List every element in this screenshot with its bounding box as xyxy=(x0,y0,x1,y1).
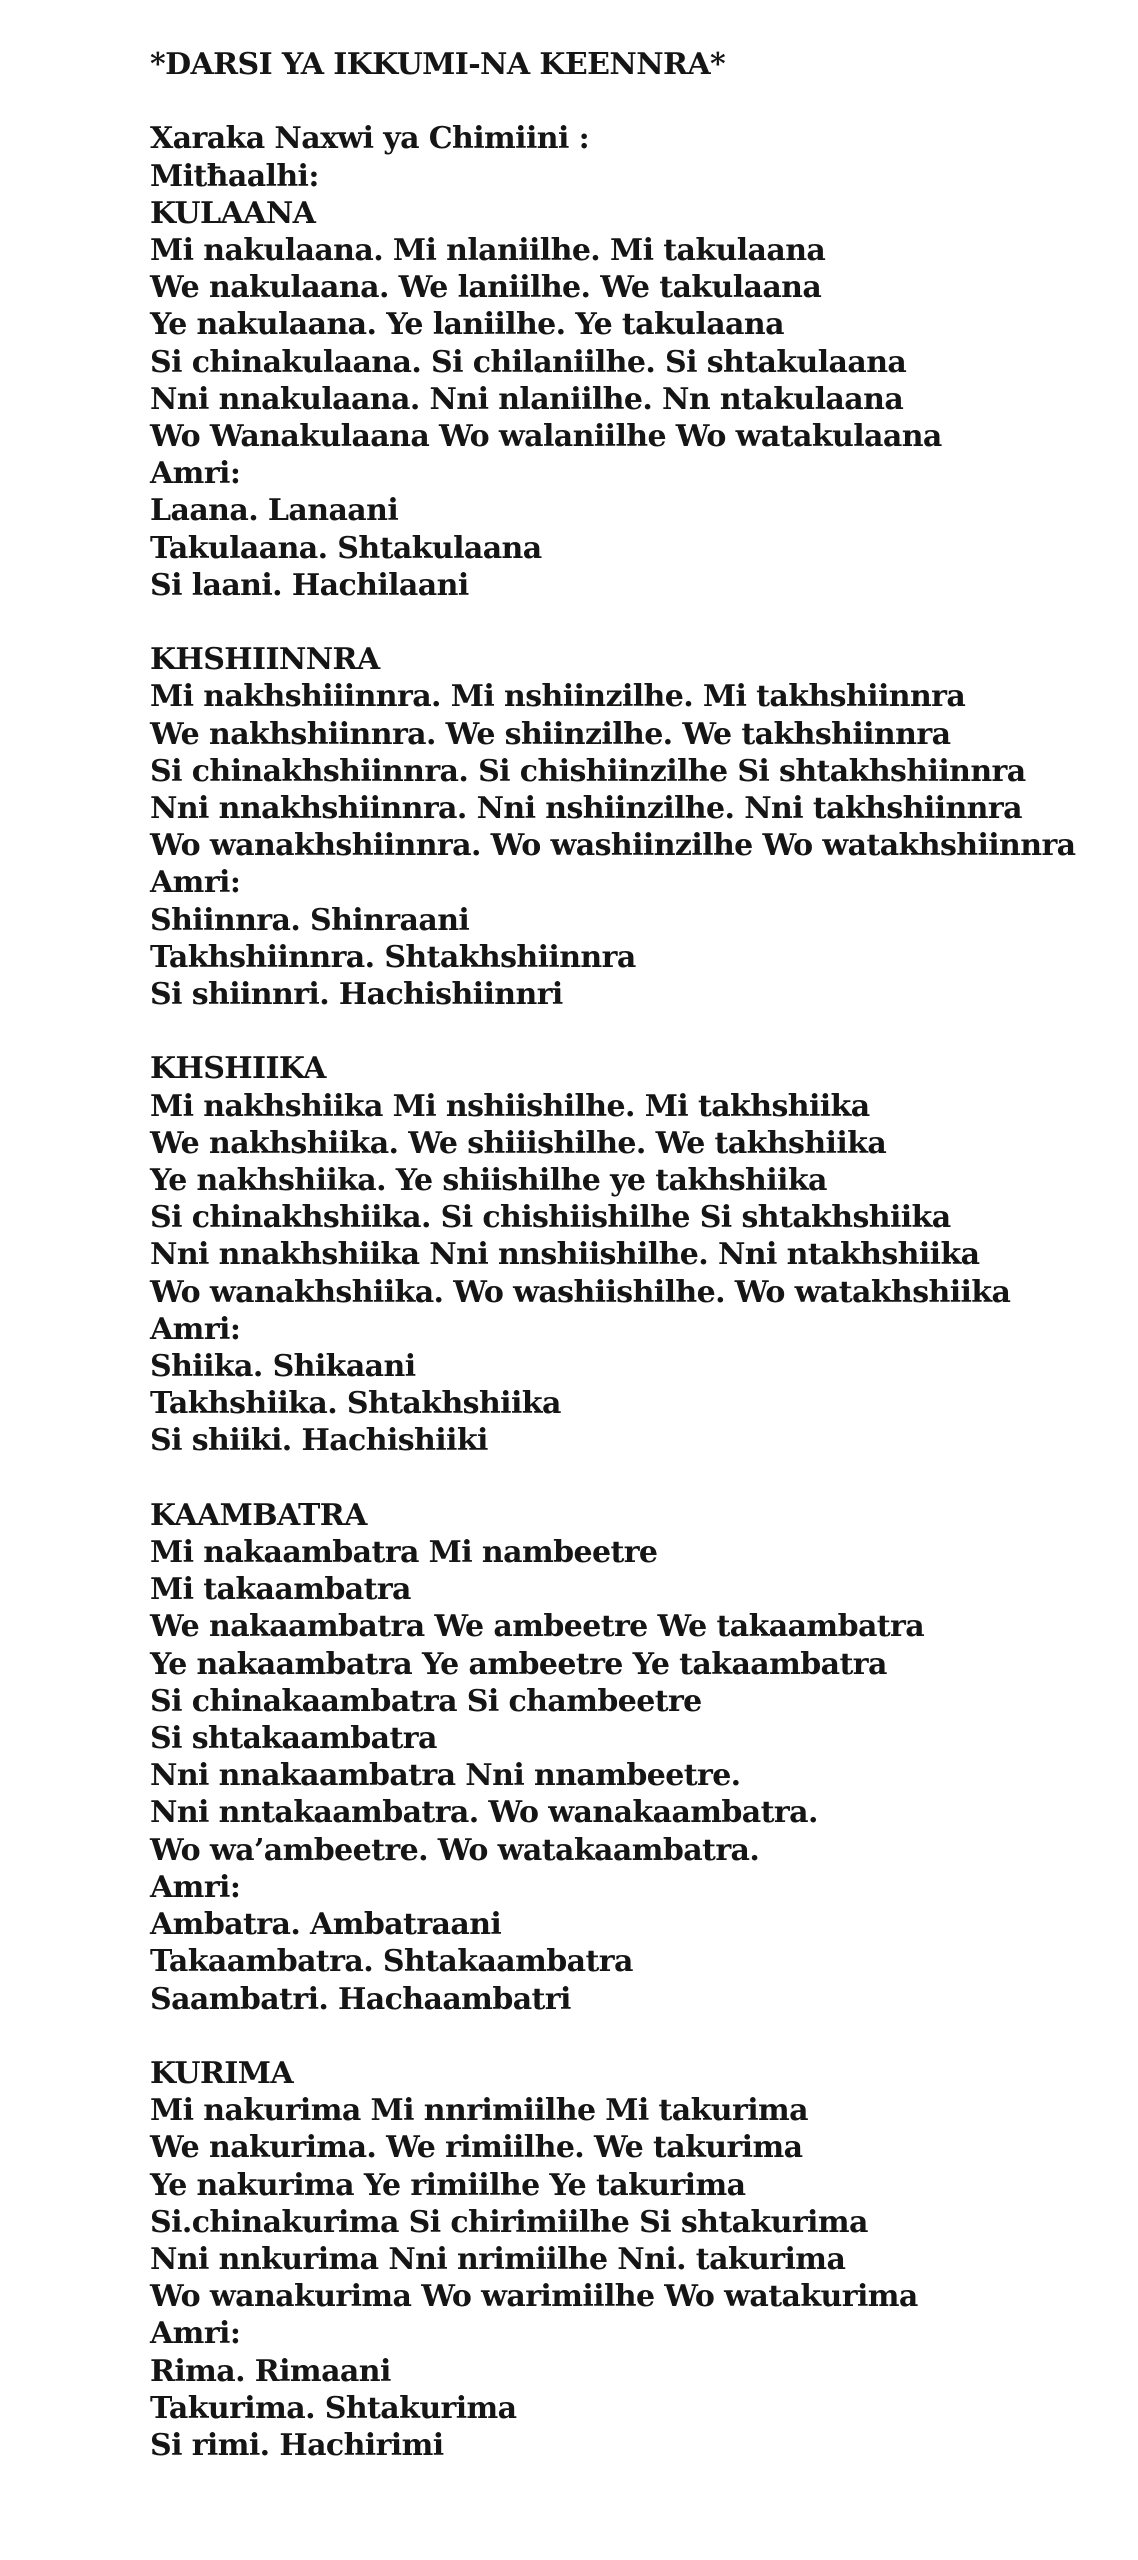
text-line: Laana. Lanaani xyxy=(150,493,399,529)
text-line: Si laani. Hachilaani xyxy=(150,567,469,603)
text-line: Wo wanakhshiinnra. Wo washiinzilhe Wo watakhshiinnra xyxy=(150,828,1076,864)
text-line: Mi nakurima Mi nnrimiilhe Mi takurima xyxy=(150,2093,809,2129)
text-line: Nni nnakhshiinnra. Nni nshiinzilhe. Nni takhshiinnra xyxy=(150,791,1022,827)
text-line: We nakulaana. We laniilhe. We takulaana xyxy=(150,270,822,306)
text-line: Ye nakurima Ye rimiilhe Ye takurima xyxy=(150,2167,746,2203)
text-line: Si chinakhshiika. Si chishiishilhe Si shtakhshiika xyxy=(150,1200,951,1236)
document-title: *DARSI YA IKKUMI-NA KEENNRA* xyxy=(150,47,726,82)
text-line: Shiika. Shikaani xyxy=(150,1349,416,1385)
text-line: Amri: xyxy=(150,1311,241,1347)
text-line: Takhshiinnra. Shtakhshiinnra xyxy=(150,939,636,975)
text-line: Wo wanakhshiika. Wo washiishilhe. Wo watakhshiika xyxy=(150,1274,1011,1310)
text-line: Si rimi. Hachirimi xyxy=(150,2427,444,2463)
text-line: Nni nntakaambatra. Wo wanakaambatra. xyxy=(150,1795,818,1831)
text-line: Ambatra. Ambatraani xyxy=(150,1907,502,1943)
text-line: Amri: xyxy=(150,456,241,492)
text-line: Takulaana. Shtakulaana xyxy=(150,530,542,566)
text-line: Takhshiika. Shtakhshiika xyxy=(150,1386,561,1422)
text-line: Ye nakhshiika. Ye shiishilhe ye takhshiika xyxy=(150,1163,827,1199)
text-line: Wo wanakurima Wo warimiilhe Wo watakurima xyxy=(150,2279,918,2315)
text-line: We nakhshiika. We shiiishilhe. We takhshiika xyxy=(150,1125,887,1161)
text-line: Saambatri. Hachaambatri xyxy=(150,1981,571,2017)
text-line: Wo wa’ambeetre. Wo watakaambatra. xyxy=(150,1832,760,1868)
text-line: Mi nakhshiika Mi nshiishilhe. Mi takhshiika xyxy=(150,1088,870,1124)
text-line: Mi takaambatra xyxy=(150,1572,411,1608)
text-line: Ye nakaambatra Ye ambeetre Ye takaambatra xyxy=(150,1646,887,1682)
text-line: Amri: xyxy=(150,865,241,901)
text-line: Mi nakaambatra Mi nambeetre xyxy=(150,1535,658,1571)
text-line: Amri: xyxy=(150,1869,241,1905)
text-line: Nni nnakaambatra Nni nnambeetre. xyxy=(150,1758,741,1794)
text-line: Takurima. Shtakurima xyxy=(150,2390,517,2426)
text-line: Si chinakhshiinnra. Si chishiinzilhe Si shtakhshiinnra xyxy=(150,753,1026,789)
text-line: Takaambatra. Shtakaambatra xyxy=(150,1944,633,1980)
text-line: Ye nakulaana. Ye laniilhe. Ye takulaana xyxy=(150,307,784,343)
text-line: Mi nakulaana. Mi nlaniilhe. Mi takulaana xyxy=(150,233,826,268)
section-heading: KULAANA xyxy=(150,195,316,231)
text-line: Amri: xyxy=(150,2316,241,2352)
intro-line: Xaraka Naxwi ya Chimiini : xyxy=(150,121,590,157)
text-line: Wo Wanakulaana Wo walaniilhe Wo watakulaana xyxy=(150,419,942,455)
text-line: Si chinakulaana. Si chilaniilhe. Si shtakulaana xyxy=(150,344,907,380)
text-line: Si shiiki. Hachishiiki xyxy=(150,1423,488,1459)
text-line: Nni nnakulaana. Nni nlaniilhe. Nn ntakulaana xyxy=(150,381,904,417)
text-line: We nakhshiinnra. We shiinzilhe. We takhshiinnra xyxy=(150,716,951,752)
sections-container xyxy=(150,195,1108,2464)
text-line: Nni nnakhshiika Nni nnshiishilhe. Nni ntakhshiika xyxy=(150,1237,980,1273)
text-line: Rima. Rimaani xyxy=(150,2353,391,2389)
text-line: Si chinakaambatra Si chambeetre xyxy=(150,1683,702,1719)
text-line: Nni nnkurima Nni nrimiilhe Nni. takurima xyxy=(150,2241,846,2277)
verb-section-kaambatra xyxy=(150,1497,1108,2018)
section-heading: KAAMBATRA xyxy=(150,1497,367,1533)
verb-section-khshiinnra xyxy=(150,641,1108,1013)
verb-section-kulaana xyxy=(150,195,1108,604)
section-heading: KHSHIIKA xyxy=(150,1051,326,1087)
text-line: We nakaambatra We ambeetre We takaambatra xyxy=(150,1609,925,1645)
verb-section-kurima xyxy=(150,2055,1108,2464)
text-line: We nakurima. We rimiilhe. We takurima xyxy=(150,2130,803,2166)
verb-section-khshiika xyxy=(150,1050,1108,1459)
section-heading: KHSHIINNRA xyxy=(150,642,380,678)
text-line: Shiinnra. Shinraani xyxy=(150,902,470,938)
text-line: Si shtakaambatra xyxy=(150,1721,437,1757)
section-heading: KURIMA xyxy=(150,2055,294,2091)
text-line: Mi nakhshiiinnra. Mi nshiinzilhe. Mi takhshiinnra xyxy=(150,679,966,715)
text-line: Si shiinnri. Hachishiinnri xyxy=(150,977,563,1013)
text-line: Si.chinakurima Si chirimiilhe Si shtakurima xyxy=(150,2204,868,2240)
intro-block xyxy=(150,120,1108,194)
intro-line: Mitħaalhi: xyxy=(150,158,319,194)
